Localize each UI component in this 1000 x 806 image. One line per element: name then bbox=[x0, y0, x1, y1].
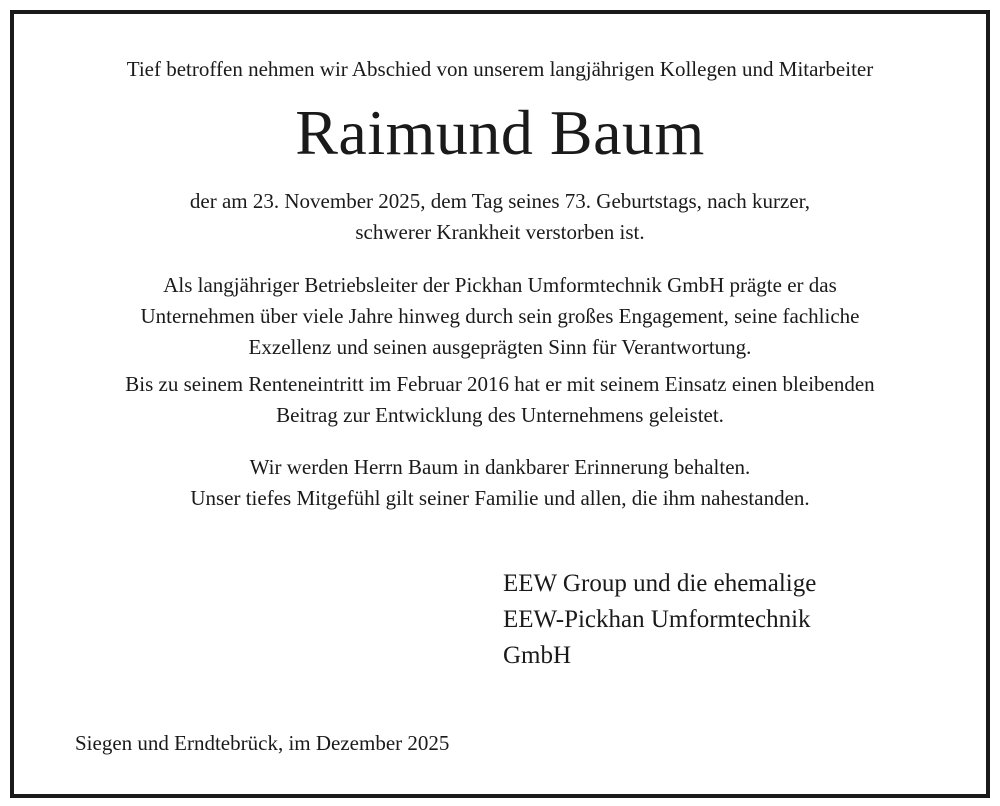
intro-text bbox=[0, 55, 1000, 83]
retirement-line: Bis zu seinem Renteneintritt im Februar 2016 hat er mit seinem Einsatz einen bleibenden bbox=[125, 372, 875, 396]
place-date bbox=[75, 728, 449, 758]
death-line: der am 23. November 2025, dem Tag seines 73. Geburtstags, nach kurzer, bbox=[189, 189, 811, 213]
career-line: Als langjähriger Betriebsleiter der Pickhan Umformtechnik GmbH prägte er das bbox=[163, 273, 837, 297]
signature-line: EEW-Pickhan Umformtechnik bbox=[503, 606, 811, 633]
memory-line: Wir werden Herrn Baum in dankbarer Erinnerung behalten. bbox=[249, 455, 751, 479]
retirement-line: Beitrag zur Entwicklung des Unternehmens geleistet. bbox=[276, 403, 724, 427]
retirement-paragraph bbox=[0, 369, 1000, 431]
deceased-name bbox=[0, 96, 1000, 170]
signature-line: EEW Group und die ehemalige bbox=[503, 570, 817, 597]
signature-block bbox=[503, 566, 816, 674]
deceased-name-text: Raimund Baum bbox=[295, 97, 705, 168]
career-paragraph bbox=[0, 270, 1000, 363]
death-statement bbox=[0, 186, 1000, 248]
memory-paragraph bbox=[0, 452, 1000, 514]
place-date-text: Siegen und Erndtebrück, im Dezember 2025 bbox=[75, 731, 450, 755]
career-line: Unternehmen über viele Jahre hinweg durch sein großes Engagement, seine fachliche bbox=[140, 304, 860, 328]
intro-line: Tief betroffen nehmen wir Abschied von unserem langjährigen Kollegen und Mitarbeiter bbox=[126, 57, 874, 81]
death-line: schwerer Krankheit verstorben ist. bbox=[355, 220, 645, 244]
signature-line: GmbH bbox=[503, 642, 572, 669]
career-line: Exzellenz und seinen ausgeprägten Sinn für Verantwortung. bbox=[248, 335, 752, 359]
memory-line: Unser tiefes Mitgefühl gilt seiner Familie und allen, die ihm nahestanden. bbox=[190, 486, 810, 510]
